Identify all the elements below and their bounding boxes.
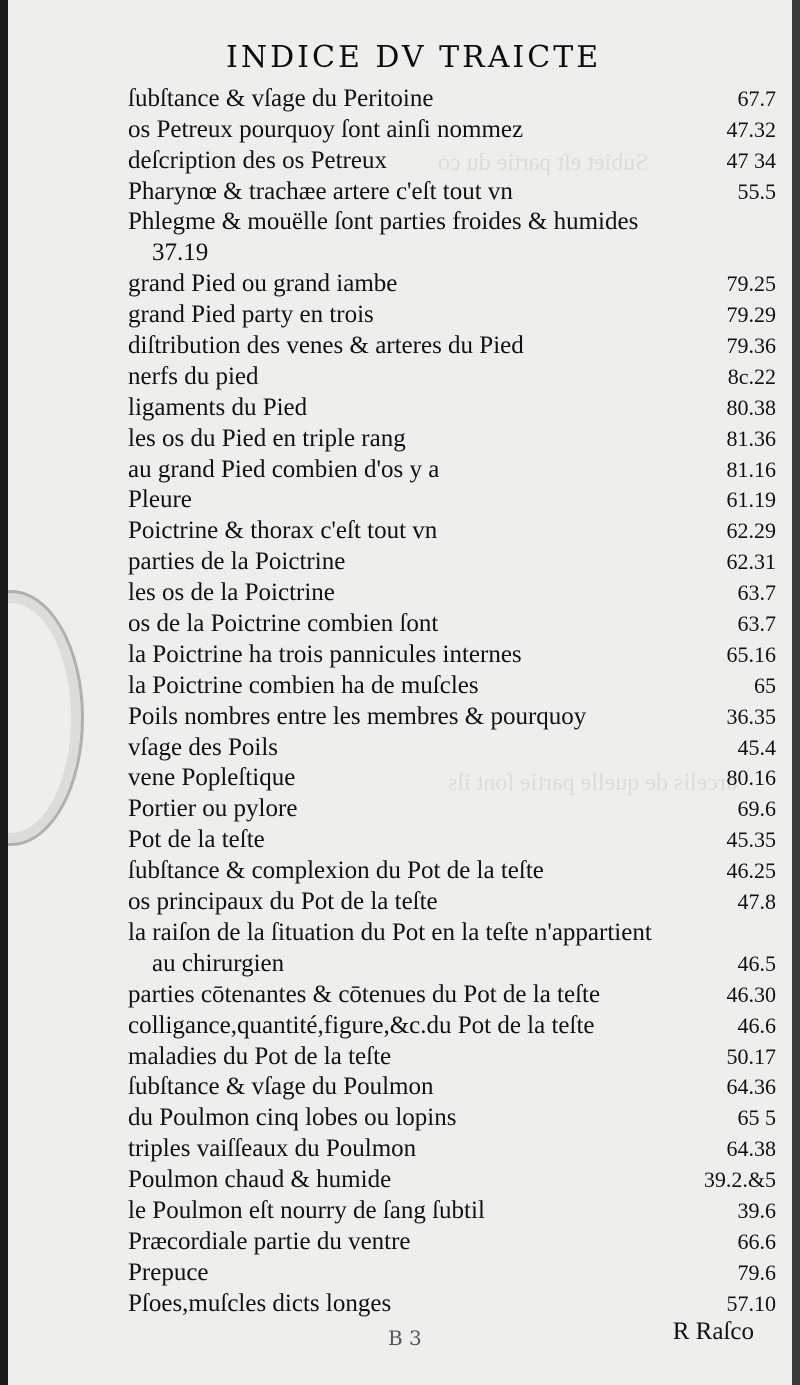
index-entry xyxy=(128,1134,776,1165)
index-entry xyxy=(128,1103,776,1134)
index-entry xyxy=(128,640,776,671)
entry-text: Præcordiale partie du ventre xyxy=(128,1227,411,1255)
index-entries xyxy=(128,84,776,1320)
index-entry xyxy=(128,331,776,362)
index-entry xyxy=(128,1042,776,1073)
index-entry xyxy=(128,115,776,146)
index-entry xyxy=(128,146,776,177)
entry-text: parties cōtenantes & cōtenues du Pot de la teſte xyxy=(128,980,601,1008)
running-header: INDICE DV TRAICTE xyxy=(226,40,602,75)
index-entry xyxy=(128,1289,776,1320)
entry-text: parties de la Poictrine xyxy=(128,548,346,576)
entry-page-ref: 36.35 xyxy=(726,703,776,729)
entry-page-ref: 65.16 xyxy=(726,641,776,667)
index-entry xyxy=(128,424,776,455)
entry-page-ref: 65 xyxy=(754,672,776,698)
entry-text: nerfs du pied xyxy=(128,362,259,390)
entry-page-ref: 66.6 xyxy=(737,1228,776,1254)
library-stamp xyxy=(8,590,84,846)
index-entry xyxy=(128,918,776,949)
index-entry xyxy=(128,1258,776,1289)
entry-text: le Poulmon eſt nourry de ſang ſubtil xyxy=(128,1196,485,1224)
index-entry xyxy=(128,516,776,547)
index-entry xyxy=(128,764,776,795)
entry-page-ref: 65 5 xyxy=(737,1105,776,1131)
index-entry xyxy=(128,794,776,825)
entry-text: Pot de la teſte xyxy=(128,826,265,854)
entry-page-ref: 61.19 xyxy=(726,487,776,513)
entry-text: ſubſtance & vſage du Poulmon xyxy=(128,1073,434,1101)
bleed-through-text: Subiet eſt partie du co xyxy=(438,150,649,176)
index-entry xyxy=(128,208,776,239)
entry-text: ligaments du Pied xyxy=(128,393,308,421)
index-entry xyxy=(128,269,776,300)
entry-text: os Petreux pourquoy ſont ainſi nommez xyxy=(128,115,524,143)
entry-page-ref: 39.2.&5 xyxy=(703,1167,776,1193)
entry-page-ref: 79.29 xyxy=(726,302,776,328)
index-entry xyxy=(128,393,776,424)
catchword: R Raſco xyxy=(672,1318,754,1345)
entry-page-ref: 62.29 xyxy=(726,518,776,544)
index-entry xyxy=(128,887,776,918)
entry-page-ref: 50.17 xyxy=(726,1043,776,1069)
entry-text: colligance,quantité,figure,&c.du Pot de la teſte xyxy=(128,1011,595,1039)
entry-page-ref: 57.10 xyxy=(726,1290,776,1316)
index-entry xyxy=(128,949,776,980)
entry-text: maladies du Pot de la teſte xyxy=(128,1042,392,1070)
index-entry xyxy=(128,856,776,887)
index-entry xyxy=(128,609,776,640)
entry-page-ref: 64.38 xyxy=(726,1136,776,1162)
signature-mark: B 3 xyxy=(388,1326,422,1350)
entry-page-ref: 8c.22 xyxy=(727,363,776,389)
entry-page-ref: 55.5 xyxy=(737,178,776,204)
index-entry xyxy=(128,455,776,486)
entry-page-ref: 45.35 xyxy=(726,827,776,853)
page-edge-left xyxy=(0,0,8,1385)
entry-text: os principaux du Pot de la teſte xyxy=(128,888,438,916)
index-entry xyxy=(128,578,776,609)
entry-text: grand Pied ou grand iambe xyxy=(128,270,398,298)
entry-page-ref: 64.36 xyxy=(726,1074,776,1100)
entry-text: triples vaiſſeaux du Poulmon xyxy=(128,1135,417,1163)
entry-page-ref: 63.7 xyxy=(737,580,776,606)
index-entry xyxy=(128,238,776,269)
index-entry xyxy=(128,1227,776,1258)
entry-page-ref: 81.16 xyxy=(726,456,776,482)
entry-page-ref: 80.16 xyxy=(726,765,776,791)
entry-page-ref: 80.38 xyxy=(726,394,776,420)
entry-text: vene Popleſtique xyxy=(128,764,296,792)
index-entry xyxy=(128,1073,776,1104)
entry-text: les os de la Poictrine xyxy=(128,579,335,607)
entry-text: la Poictrine ha trois pannicules internes xyxy=(128,640,522,668)
index-entry xyxy=(128,733,776,764)
entry-text: du Poulmon cinq lobes ou lopins xyxy=(128,1104,457,1132)
entry-page-ref: 79.36 xyxy=(726,333,776,359)
entry-text: Portier ou pylore xyxy=(128,795,298,823)
entry-page-ref: 47 34 xyxy=(726,147,776,173)
index-entry xyxy=(128,1165,776,1196)
entry-page-ref: 46.6 xyxy=(737,1012,776,1038)
entry-page-ref: 46.25 xyxy=(726,858,776,884)
entry-text: Pſoes,muſcles dicts longes xyxy=(128,1289,392,1317)
index-entry xyxy=(128,1011,776,1042)
book-page xyxy=(8,0,792,1385)
entry-page-ref: 47.32 xyxy=(726,116,776,142)
index-entry xyxy=(128,825,776,856)
entry-text: os de la Poictrine combien ſont xyxy=(128,610,439,638)
index-entry xyxy=(128,177,776,208)
entry-page-ref: 69.6 xyxy=(737,796,776,822)
entry-text: Poulmon chaud & humide xyxy=(128,1166,392,1194)
entry-text: au chirurgien xyxy=(152,949,285,977)
entry-page-ref: 45.4 xyxy=(737,734,776,760)
entry-text: vſage des Poils xyxy=(128,733,278,761)
entry-page-ref: 47.8 xyxy=(737,889,776,915)
entry-page-ref: 79.25 xyxy=(726,271,776,297)
entry-page-ref: 63.7 xyxy=(737,611,776,637)
entry-page-ref: 39.6 xyxy=(737,1197,776,1223)
index-entry xyxy=(128,702,776,733)
entry-text: ſubſtance & complexion du Pot de la teſte xyxy=(128,857,544,885)
index-entry xyxy=(128,1196,776,1227)
entry-text: au grand Pied combien d'os y a xyxy=(128,455,440,483)
entry-text: Poictrine & thorax c'eſt tout vn xyxy=(128,517,438,545)
entry-text: 37.19 xyxy=(152,239,209,267)
entry-text: diſtribution des venes & arteres du Pied xyxy=(128,332,524,360)
entry-page-ref: 46.30 xyxy=(726,981,776,1007)
entry-page-ref: 81.36 xyxy=(726,425,776,451)
index-entry xyxy=(128,300,776,331)
entry-text: deſcription des os Petreux xyxy=(128,146,387,174)
index-entry xyxy=(128,84,776,115)
entry-text: Prepuce xyxy=(128,1258,209,1286)
entry-text: la Poictrine combien ha de muſcles xyxy=(128,671,479,699)
entry-text: Pleure xyxy=(128,486,192,514)
entry-text: les os du Pied en triple rang xyxy=(128,424,406,452)
entry-text: Pharynœ & trachæe artere c'eſt tout vn xyxy=(128,177,513,205)
entry-text: Poils nombres entre les membres & pourquoy xyxy=(128,702,587,730)
bleed-through-text: arcelis de quelle partie ſont ils xyxy=(448,770,737,796)
index-entry xyxy=(128,671,776,702)
entry-page-ref: 62.31 xyxy=(726,549,776,575)
page-edge-right xyxy=(792,0,800,1385)
index-entry xyxy=(128,547,776,578)
index-entry xyxy=(128,980,776,1011)
entry-text: ſubſtance & vſage du Peritoine xyxy=(128,84,434,112)
index-entry xyxy=(128,486,776,517)
entry-text: grand Pied party en trois xyxy=(128,301,374,329)
entry-page-ref: 79.6 xyxy=(737,1259,776,1285)
entry-page-ref: 46.5 xyxy=(737,950,776,976)
entry-page-ref: 67.7 xyxy=(737,85,776,111)
entry-text: la raiſon de la ſituation du Pot en la teſte n'appartient xyxy=(128,918,652,946)
index-entry xyxy=(128,362,776,393)
entry-text: Phlegme & mouëlle ſont parties froides & humides xyxy=(128,208,639,236)
